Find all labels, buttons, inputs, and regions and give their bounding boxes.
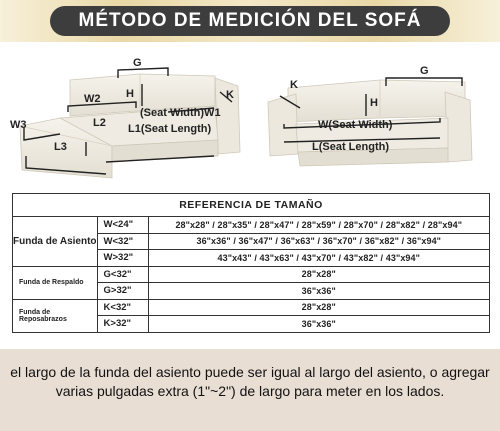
label-w1: (Seat Width)W1 (140, 107, 221, 119)
label-h-right: H (370, 97, 378, 109)
label-h-left: H (126, 88, 134, 100)
label-l1: L1(Seat Length) (128, 123, 212, 135)
group-label: Funda de Respaldo (13, 266, 98, 299)
label-l-seat-length: L(Seat Length) (312, 141, 389, 153)
table-row (13, 266, 490, 283)
size-values: 36"x36" (148, 316, 489, 333)
label-l2: L2 (93, 117, 106, 129)
label-g-left: G (133, 57, 142, 69)
size-key: W<32" (97, 233, 148, 250)
size-values: 36"x36" (148, 283, 489, 300)
group-label: Funda de Asiento (13, 217, 98, 267)
label-w3: W3 (10, 119, 27, 131)
size-key: G>32" (97, 283, 148, 300)
group-label: Funda de Reposabrazos (13, 299, 98, 332)
size-key: K<32" (97, 299, 148, 316)
table-title: REFERENCIA DE TAMAÑO (13, 194, 490, 217)
label-g-right: G (420, 65, 429, 77)
size-values: 28"x28" / 28"x35" / 28"x47" / 28"x59" / 28"x70" / 28"x82" / 28"x94" (148, 217, 489, 234)
measurement-note (0, 349, 500, 431)
label-k-left: K (226, 89, 234, 101)
size-key: G<32" (97, 266, 148, 283)
label-l3: L3 (54, 141, 67, 153)
size-values: 28"x28" (148, 266, 489, 283)
size-values: 28"x28" (148, 299, 489, 316)
page-title: MÉTODO DE MEDICIÓN DEL SOFÁ (50, 6, 450, 36)
size-key: W<24" (97, 217, 148, 234)
table-row (13, 299, 490, 316)
title-banner (0, 0, 500, 42)
note-text: el largo de la funda del asiento puede ser igual al largo del asiento, o agregar varias pulgadas extra (1"~2") de largo para meter en los lados. (10, 364, 490, 399)
label-k-right: K (290, 79, 298, 91)
size-values: 43"x43" / 43"x63" / 43"x70" / 43"x82" / 43"x94" (148, 250, 489, 267)
size-key: K>32" (97, 316, 148, 333)
size-reference-table (12, 193, 490, 335)
size-values: 36"x36" / 36"x47" / 36"x63" / 36"x70" / 36"x82" / 36"x94" (148, 233, 489, 250)
size-key: W>32" (97, 250, 148, 267)
sofa-diagrams (0, 44, 500, 194)
table-row (13, 217, 490, 234)
label-w-seat-width: W(Seat Width) (318, 119, 393, 131)
label-w2: W2 (84, 93, 101, 105)
